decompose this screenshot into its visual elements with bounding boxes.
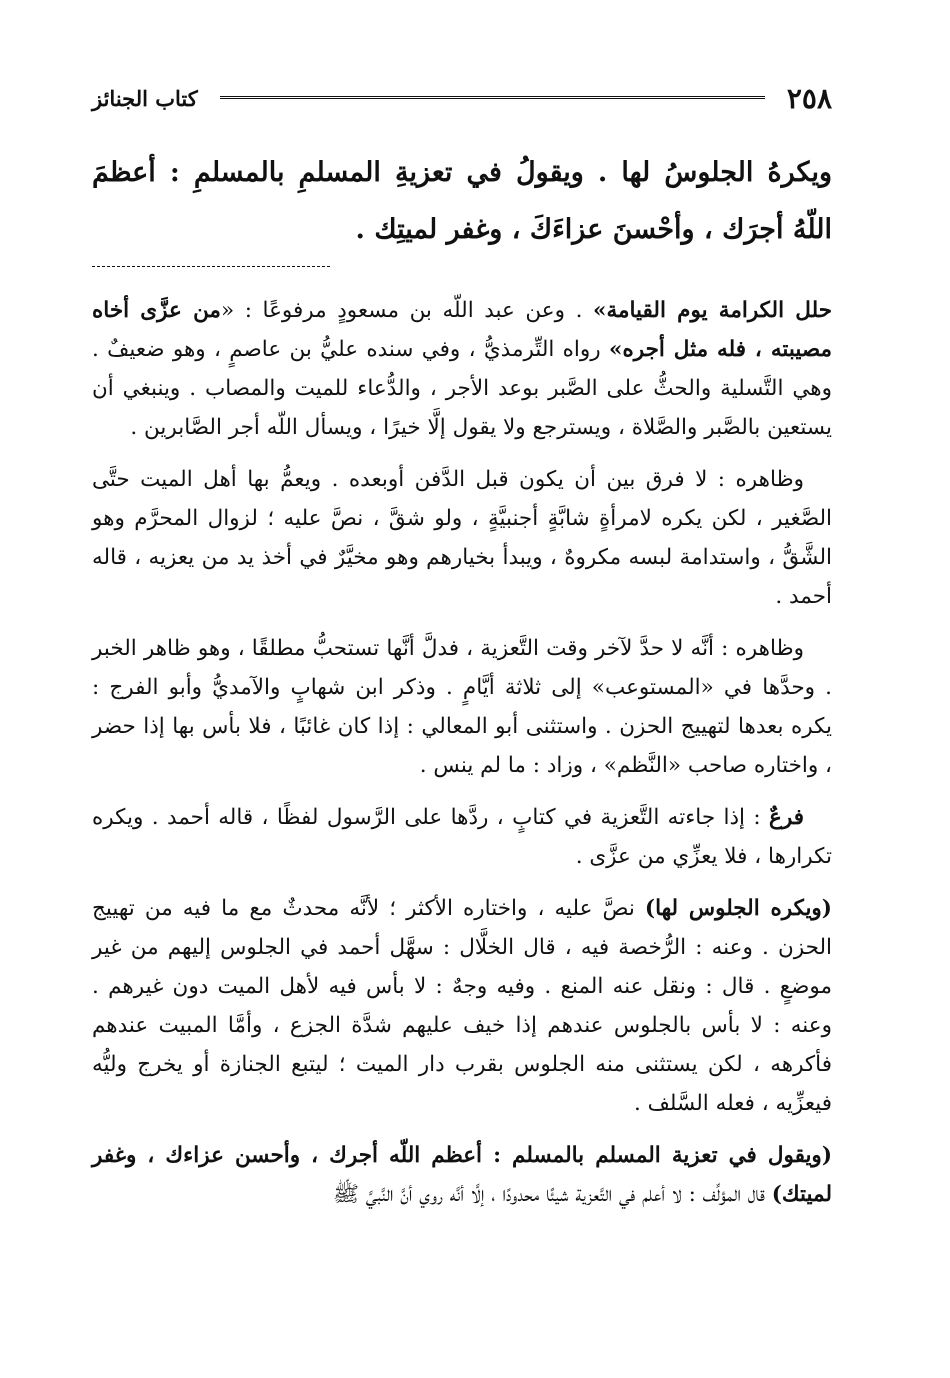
hadith-quote-bold: حلل الكرامة يوم القيامة» — [593, 298, 833, 323]
commentary-text: قال المؤلِّف : لا أعلم في التَّعزية شيئًا محدودًا ، إلَّا أنَّه روي أنَّ النَّبيَّ ﷺ — [332, 1182, 772, 1207]
commentary-paragraph-4 — [92, 798, 832, 876]
matn-quote-bold: (ويقول في تعزية المسلم بالمسلم : أعظم اللّه أجرك ، وأحسن عزاءك ، وغفر لميتك) — [92, 1143, 832, 1207]
commentary-paragraph-2: وظاهره : لا فرق بين أن يكون قبل الدَّفن أوبعده . ويعمُّ بها أهل الميت حتَّى الصَّغير ، لكن يكره لامرأةٍ شابَّةٍ أجنبيَّةٍ ، ولو شقَّ ، نصَّ عليه ؛ لزوال المحرَّم وهو الشَّقُّ ، واستدامة لبسه مكروهٌ ، ويبدأ بخيارهم وهو مخيَّرٌ في أخذ يد من يعزيه ، قاله أحمد . — [92, 467, 832, 609]
running-title: كتاب الجنائز — [92, 85, 198, 111]
far-heading-bold: فرعٌ — [769, 805, 804, 830]
commentary-text: . وعن عبد اللّه بن مسعودٍ مرفوعًا : « — [220, 298, 594, 323]
commentary-paragraph-1 — [92, 291, 832, 447]
matn-text: ويكرهُ الجلوسُ لها . ويقولُ في تعزيةِ المسلمِ بالمسلمِ : أعظمَ اللّهُ أجرَك ، وأحْسنَ عزاءَكَ ، وغفر لميتِك . — [92, 157, 832, 245]
hadith-quote-bold: من عزَّى أخاه مصيبته ، فله مثل أجره» — [92, 298, 832, 362]
commentary — [92, 291, 832, 1214]
page-header — [92, 78, 832, 118]
header-rule — [220, 96, 765, 101]
commentary-paragraph-5 — [92, 889, 832, 1123]
page-number: ٢٥٨ — [786, 81, 832, 115]
commentary-text: : إذا جاءته التَّعزية في كتابٍ ، ردَّها على الرَّسول لفظًا ، قاله أحمد . ويكره تكرارها ، فلا يعزِّي من عزَّى . — [92, 805, 832, 869]
matn-quote-bold: (ويكره الجلوس لها) — [644, 896, 832, 921]
commentary-text: رواه التِّرمذيُّ ، وفي سنده عليُّ بن عاصمٍ ، وهو ضعيفٌ . وهي التَّسلية والحثُّ على الصَّبر بوعد الأجر ، والدُّعاء للميت والمصاب . وينبغي أن يستعين بالصَّبر والصَّلاة ، ويسترجع ولا يقول إلَّا خيرًا ، ويسأل اللّه أجر الصَّابرين . — [92, 337, 832, 440]
footnote-separator — [92, 266, 330, 267]
commentary-paragraph-6 — [92, 1136, 832, 1214]
commentary-paragraph-3: وظاهره : أنَّه لا حدَّ لآخر وقت التَّعزية ، فدلَّ أنَّها تستحبُّ مطلقًا ، وهو ظاهر الخبر . وحدَّها في «المستوعب» إلى ثلاثة أيَّامٍ . وذكر ابن شهابٍ والآمديُّ وأبو الفرج : يكره بعدها لتهييج الحزن . واستثنى أبو المعالي : إذا كان غائبًا ، فلا بأس بها إذا حضر ، واختاره صاحب «النَّظم» ، وزاد : ما لم ينس . — [92, 636, 832, 778]
commentary-text: نصَّ عليه ، واختاره الأكثر ؛ لأنَّه محدثٌ مع ما فيه من تهييج الحزن . وعنه : الرُّخصة فيه ، قال الخلَّال : سهَّل أحمد في الجلوس إليهم من غير موضعٍ . قال : ونقل عنه المنع . وفيه وجهٌ : لا بأس فيه لأهل الميت دون غيرهم . وعنه : لا بأس بالجلوس عندهم إذا خيف عليهم شدَّة الجزع ، وأمَّا المبيت عندهم فأكرهه ، لكن يستثنى منه الجلوس بقرب دار الميت ؛ ليتبع الجنازة أو يخرج وليُّه فيعزِّيه ، فعله السَّلف . — [92, 896, 832, 1116]
